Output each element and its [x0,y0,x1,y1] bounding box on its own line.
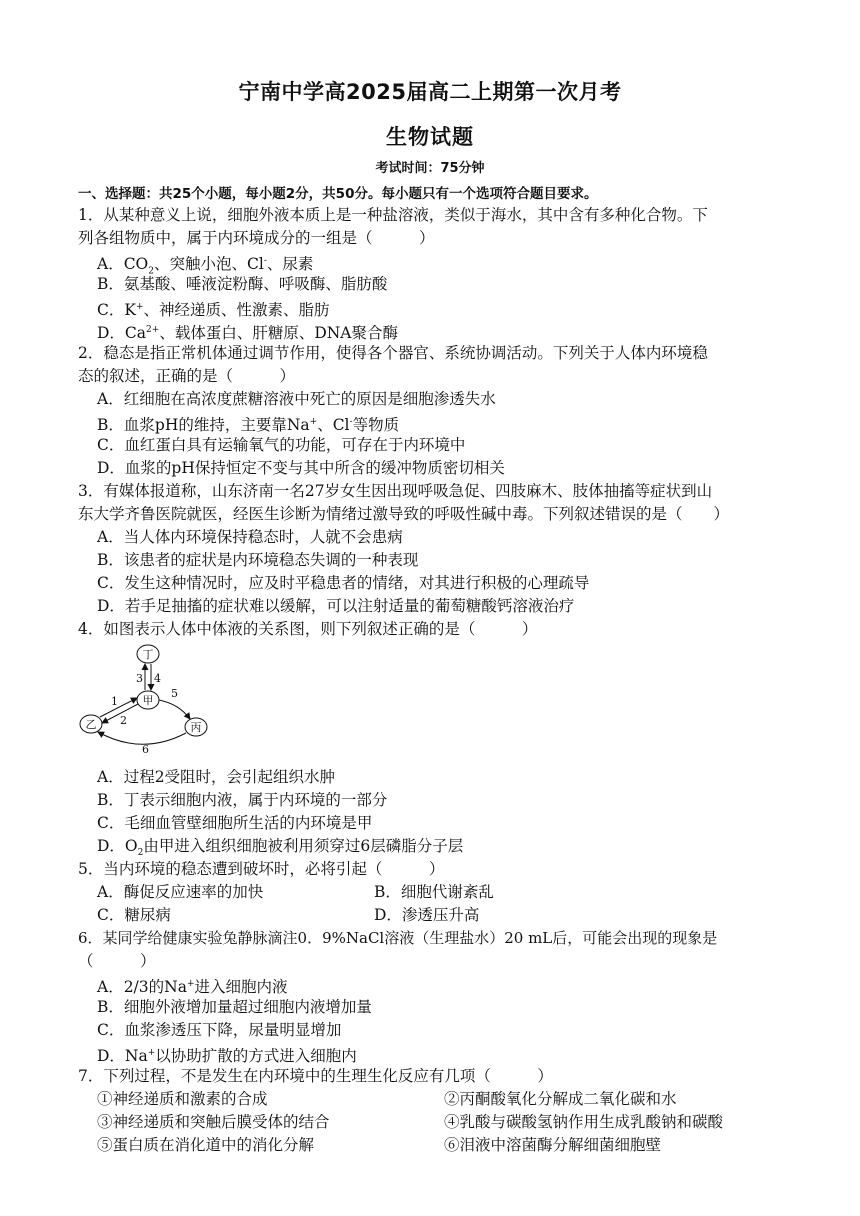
arrow-5-label: 5 [171,687,178,700]
q3-option-d: D．若手足抽搐的症状难以缓解，可以注射适量的葡萄糖酸钙溶液治疗 [97,597,575,615]
q7-item-4: ④乳酸与碳酸氢钠作用生成乳酸钠和碳酸 [444,1113,724,1131]
q4-option-a: A．过程2受阻时，会引起组织水肿 [97,768,336,786]
q6-option-b: B．细胞外液增加量超过细胞内液增加量 [97,998,372,1016]
subject-title: 生物试题 [386,125,474,149]
q1-option-d: D．$Ca^{2+}$、载体蛋白、肝糖原、DNA聚合酶 [97,324,398,343]
q3-stem-line1: 3．有媒体报道称，山东济南一名27岁女生因出现呼吸急促、四肢麻木、肢体抽搐等症状到山 [78,482,713,500]
q3-option-b: B．该患者的症状是内环境稳态失调的一种表现 [97,551,419,569]
q2-stem-line2: 态的叙述，正确的是（ ） [78,367,296,385]
q5-option-b: B．细胞代谢紊乱 [374,883,494,901]
section-heading: 一、选择题：共25个小题，每小题2分，共50分。每小题只有一个选项符合题目要求。 [78,186,598,202]
q6-option-a: A．2/3的Na+进入细胞内液 [97,978,288,997]
q5-option-d: D．渗透压升高 [374,906,480,924]
q4-option-b: B．丁表示细胞内液，属于内环境的一部分 [97,791,388,809]
q4-option-c: C．毛细血管壁细胞所生活的内环境是甲 [97,814,373,832]
q5-option-a: A．酶促反应速率的加快 [97,883,264,901]
exam-time: 考试时间：75分钟 [375,161,485,176]
q6-stem-line1: 6．某同学给健康实验兔静脉滴注0．9%NaCl溶液（生理盐水）20 mL后，可能会出现的现象是 [78,929,718,947]
exam-title: 宁南中学高2025届高二上期第一次月考 [238,80,622,104]
q2-option-a: A．红细胞在高浓度蔗糖溶液中死亡的原因是细胞渗透失水 [97,390,496,408]
q2-option-d: D．血浆的pH保持恒定不变与其中所含的缓冲物质密切相关 [97,459,505,477]
q2-option-c: C．血红蛋白具有运输氧气的功能，可存在于内环境中 [97,436,466,454]
q1-option-c: C．K+、神经递质、性激素、脂肪 [97,301,330,320]
q3-option-a: A．当人体内环境保持稳态时，人就不会患病 [97,528,403,546]
arrow-1-label: 1 [111,695,118,708]
arrow-4-label: 4 [154,672,161,685]
q7-item-5: ⑤蛋白质在消化道中的消化分解 [97,1136,315,1154]
arrow-5 [159,700,190,719]
body-fluid-diagram [74,640,224,760]
q7-item-6: ⑥泪液中溶菌酶分解细菌细胞壁 [444,1136,662,1154]
node-ding-label: 丁 [142,648,154,661]
node-yi-label: 乙 [85,718,97,731]
arrow-3-label: 3 [136,672,143,685]
q6-stem-line2: （ ） [78,952,156,970]
q7-item-1: ①神经递质和激素的合成 [97,1090,268,1108]
q5-stem: 5．当内环境的稳态遭到破坏时，必将引起（ ） [78,860,445,878]
q7-stem: 7．下列过程，不是发生在内环境中的生理生化反应有几项（ ） [78,1067,553,1085]
q6-option-d: D．Na+以协助扩散的方式进入细胞内 [97,1047,357,1066]
q3-option-c: C．发生这种情况时，应及时平稳患者的情绪，对其进行积极的心理疏导 [97,574,590,592]
q4-stem: 4．如图表示人体中体液的关系图，则下列叙述正确的是（ ） [78,620,538,638]
q5-option-c: C．糖尿病 [97,906,171,924]
q4-option-d: D．$O_2$由甲进入组织细胞被利用须穿过6层磷脂分子层 [97,837,464,859]
q3-stem-line2: 东大学齐鲁医院就医，经医生诊断为情绪过激导致的呼吸性碱中毒。下列叙述错误的是（ ） [78,505,730,523]
q2-stem-line1: 2．稳态是指正常机体通过调节作用，使得各个器官、系统协调活动。下列关于人体内环境稳 [78,344,708,362]
q1-option-a: A．$CO_2$、突触小泡、Cl-、尿素 [97,255,314,277]
q2-option-b: B．血浆pH的维持，主要靠Na+、Cl-等物质 [97,416,400,435]
q1-option-b: B．氨基酸、唾液淀粉酶、呼吸酶、脂肪酸 [97,275,388,293]
q7-item-2: ②丙酮酸氧化分解成二氧化碳和水 [444,1090,677,1108]
q1-stem-line2: 列各组物质中，属于内环境成分的一组是（ ） [78,229,435,247]
q1-stem-line1: 1．从某种意义上说，细胞外液本质上是一种盐溶液，类似于海水，其中含有多种化合物。下 [78,206,708,224]
q7-item-3: ③神经递质和突触后膜受体的结合 [97,1113,330,1131]
node-jia-label: 甲 [142,694,154,707]
q6-option-c: C．血浆渗透压下降，尿量明显增加 [97,1021,342,1039]
node-bing-label: 丙 [190,721,202,734]
arrow-6-label: 6 [142,743,149,756]
arrow-2-label: 2 [120,714,127,727]
